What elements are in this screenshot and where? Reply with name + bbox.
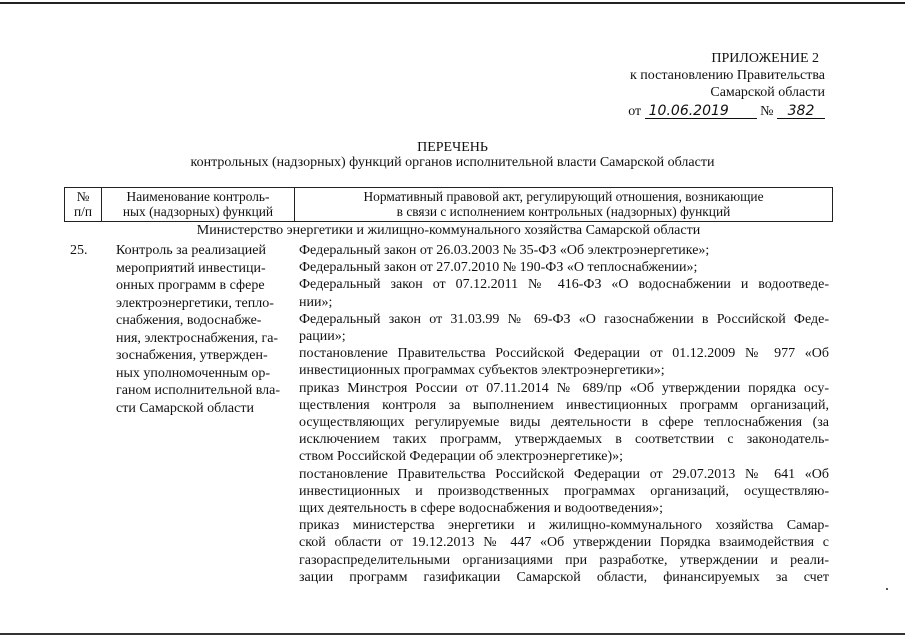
act-line: ществления контроля за выполнением инвестиционных программ организаций, [299, 397, 829, 413]
header-function-line-2: ных (надзорных) функций [122, 204, 274, 219]
appendix-line-1: к постановлению Правительства [629, 68, 825, 83]
act-line: щих деятельность в сфере водоснабжения и водоотведения»; [299, 501, 664, 517]
function-line: ганом исполнительной вла- [116, 383, 281, 398]
act-line: Федеральный закон от 07.12.2011 № 416-ФЗ «О водоснабжении и водоотведе- [299, 277, 829, 293]
page-top-border [0, 2, 905, 4]
act-line: рации»; [299, 329, 346, 345]
act-line: приказ министерства энергетики и жилищно-коммунального хозяйства Самар- [299, 518, 829, 534]
row-function-text [116, 242, 281, 417]
functions-table-header [64, 187, 833, 222]
scan-speck [886, 588, 888, 590]
act-line: инвестиционных и производственных программах организаций, осуществляю- [299, 483, 829, 499]
act-line: газораспределительными организациями при разработке, утверждении и реали- [299, 552, 829, 568]
act-line: ством Российской Федерации об электроэнергетике)»; [299, 449, 624, 465]
header-act-line-1: Нормативный правовой акт, регулирующий отношения, возникающие [363, 189, 764, 204]
header-function-line-1: Наименование контроль- [126, 189, 270, 204]
appendix-heading: ПРИЛОЖЕНИЕ 2 [711, 51, 819, 66]
act-line: Федеральный закон от 31.03.99 № 69-ФЗ «О газоснабжении в Российской Феде- [299, 311, 829, 327]
appendix-date-line [628, 103, 825, 120]
header-number-cell [65, 188, 102, 222]
handwritten-date: 10.06.2019 [645, 104, 757, 119]
function-line: зоснабжения, утвержден- [116, 348, 268, 363]
document-subtitle: контрольных (надзорных) функций органов исполнительной власти Самарской области [190, 155, 715, 170]
header-number-line-1: № [76, 189, 90, 204]
row-legal-acts-text [299, 242, 829, 586]
act-line: ской области от 19.12.2013 № 447 «Об утверждении Порядка взаимодействия с [299, 535, 829, 551]
header-number-line-2: п/п [73, 204, 93, 219]
function-line: электроэнергетики, тепло- [116, 295, 274, 311]
appendix-block [628, 50, 825, 120]
appendix-line-2: Самарской области [710, 85, 825, 100]
act-line: осуществляющих регулируемые виды деятельности в сфере теплоснабжения (за [299, 415, 829, 431]
document-title: ПЕРЕЧЕНЬ [417, 140, 488, 155]
section-ministry-heading: Министерство энергетики и жилищно-коммунального хозяйства Самарской области [196, 223, 701, 238]
handwritten-number: 382 [777, 104, 825, 119]
function-line: мероприятий инвестици- [116, 260, 266, 276]
act-line: постановление Правительства Российской Федерации от 29.07.2013 № 641 «Об [299, 466, 829, 482]
header-act-cell [295, 188, 833, 222]
act-line: приказ Минстроя России от 07.11.2014 № 689/пр «Об утверждении порядка осу- [299, 380, 829, 396]
row-number: 25. [70, 243, 88, 258]
page-bottom-border [0, 633, 905, 635]
act-line: исключением таких программ, утверждаемых в соответствии с законодатель- [299, 432, 829, 448]
function-line: сти Самарской области [116, 400, 254, 416]
function-line: онных программ в сфере [116, 278, 265, 293]
act-line: Федеральный закон от 26.03.2003 № 35-ФЗ «Об электроэнергетике»; [299, 243, 710, 258]
act-line: постановление Правительства Российской Федерации от 01.12.2009 № 977 «Об [299, 346, 829, 362]
table-header-row [65, 188, 833, 222]
header-act-line-2: в связи с исполнением контрольных (надзорных) функций [396, 204, 731, 219]
number-prefix: № [760, 104, 774, 119]
act-line: инвестиционных программах субъектов электроэнергетики»; [299, 363, 665, 379]
act-line: Федеральный закон от 27.07.2010 № 190-ФЗ «О теплоснабжении»; [299, 260, 698, 276]
act-line: зации программ газификации Самарской области, финансируемых за счет [299, 569, 829, 585]
date-prefix: от [628, 104, 642, 119]
function-line: Контроль за реализацией [116, 243, 266, 258]
function-line: снабжения, водоснабже- [116, 313, 262, 328]
function-line: ния, электроснабжения, га- [116, 330, 279, 346]
function-line: ных уполномоченным ор- [116, 365, 271, 381]
header-function-cell [102, 188, 295, 222]
act-line: нии»; [299, 294, 333, 310]
